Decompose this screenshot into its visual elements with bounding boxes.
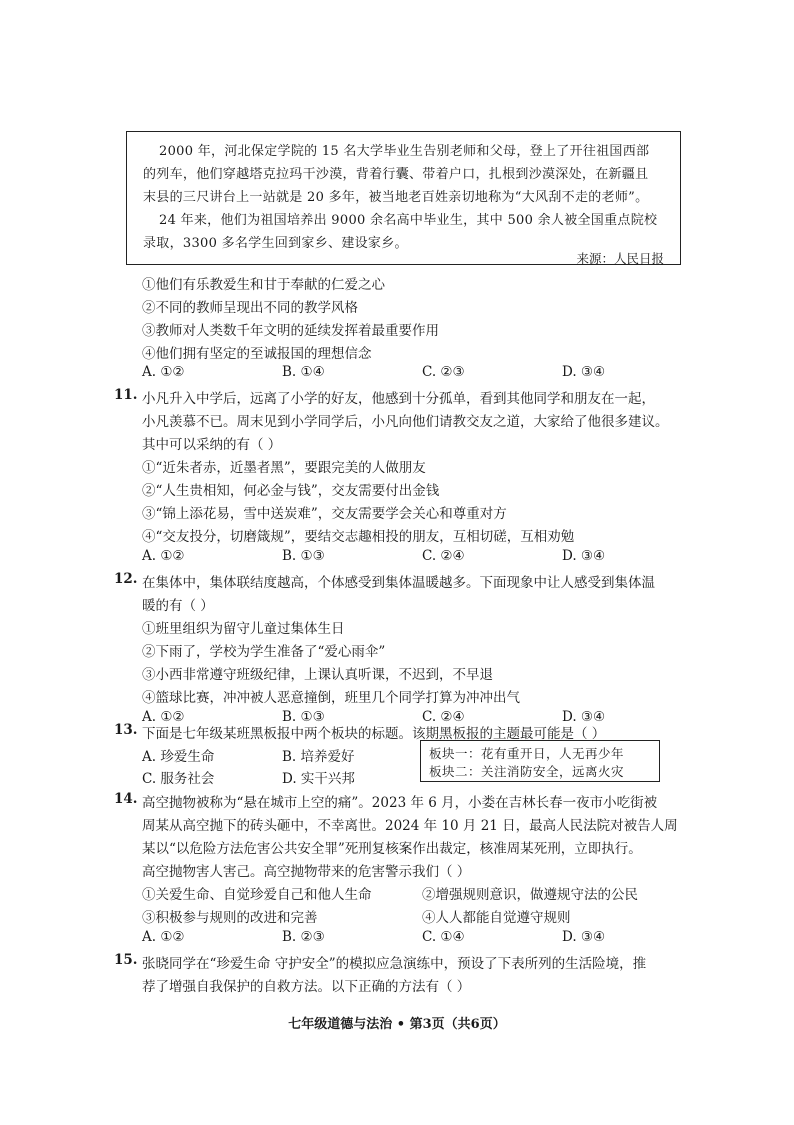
question-stem: 小凡羡慕不已。周末见到小学同学后，小凡向他们请教交友之道，大家给了他很多建议。 [142, 414, 669, 430]
option-c: C. ②④ [422, 548, 465, 564]
option-c: C. ②④ [422, 709, 465, 725]
option-d: D. 实干兴邦 [282, 771, 355, 787]
option-a: A. ①② [142, 548, 185, 564]
question-stem: 张晓同学在“珍爱生命 守护安全”的模拟应急演练中，预设了下表所列的生活险境，推 [142, 956, 647, 972]
blackboard-titles-box [420, 740, 660, 782]
option-d: D. ③④ [562, 364, 606, 380]
question-stem: 高空抛物害人害己。高空抛物带来的危害警示我们（ ） [142, 864, 471, 880]
option-a: A. ①② [142, 364, 185, 380]
statement: ①“近朱者赤，近墨者黑”，要跟完美的人做朋友 [142, 460, 426, 476]
statement: ④篮球比赛，冲冲被人恶意撞倒，班里几个同学打算为冲冲出气 [142, 690, 520, 706]
statement: ②“人生贵相知，何必金与钱”，交友需要付出金钱 [142, 483, 440, 499]
question-number: 11. [114, 387, 138, 403]
statement: ①班里组织为留守儿童过集体生日 [142, 621, 345, 637]
question-stem: 高空抛物被称为“悬在城市上空的痛”。2023 年 6 月，小娄在吉林长春一夜市小吃街被 [142, 795, 658, 811]
statement: ③积极参与规则的改进和完善 [142, 910, 318, 926]
statement: ③教师对人类数千年文明的延续发挥着最重要作用 [142, 323, 439, 339]
question-number: 13. [114, 722, 138, 738]
passage-line: 2000 年，河北保定学院的 15 名大学毕业生告别老师和父母，登上了开往祖国西部 [159, 144, 650, 159]
question-stem: 暖的有（ ） [142, 598, 214, 614]
statement: ④“交友投分，切磨箴规”，要结交志趣相投的朋友，互相切磋，互相劝勉 [142, 529, 575, 545]
passage-line: 末县的三尺讲台上一站就是 20 多年，被当地老百姓亲切地称为“大风刮不走的老师”。 [143, 190, 649, 205]
option-a: A. 珍爱生命 [142, 749, 215, 765]
option-b: B. ①④ [282, 364, 325, 380]
option-a: A. ①② [142, 709, 185, 725]
question-stem: 在集体中，集体联结度越高，个体感受到集体温暖越多。下面现象中让人感受到集体温 [142, 575, 655, 591]
board-title-1: 板块一：花有重开日，人无再少年 [429, 746, 625, 761]
question-number: 14. [114, 791, 138, 807]
question-stem: 荐了增强自我保护的自救方法。以下正确的方法有（ ） [142, 979, 471, 995]
passage-line: 录取，3300 多名学生回到家乡、建设家乡。 [143, 236, 408, 251]
passage-source: 来源：人民日报 [576, 251, 664, 266]
statement: ①关爱生命、自觉珍爱自己和他人生命 [142, 887, 372, 903]
statement: ②下雨了，学校为学生准备了“爱心雨伞” [142, 644, 386, 660]
option-d: D. ③④ [562, 709, 606, 725]
option-b: B. 培养爱好 [282, 749, 355, 765]
option-c: C. ②③ [422, 364, 465, 380]
statement: ③“锦上添花易，雪中送炭难”，交友需要学会关心和尊重对方 [142, 506, 507, 522]
passage-line: 24 年来，他们为祖国培养出 9000 余名高中毕业生，其中 500 余人被全国重点院校 [159, 213, 658, 228]
page-footer: 七年级道德与法治 • 第3页（共6页） [288, 1017, 506, 1032]
option-c: C. 服务社会 [142, 771, 215, 787]
option-b: B. ①③ [282, 709, 325, 725]
question-stem: 下面是七年级某班黑板报中两个板块的标题。该期黑板报的主题最可能是（ ） [142, 726, 606, 742]
statement: ②增强规则意识，做遵规守法的公民 [422, 887, 638, 903]
source-passage-box [126, 131, 681, 265]
statement: ③小西非常遵守班级纪律，上课认真听课，不迟到，不早退 [142, 667, 493, 683]
option-b: B. ①③ [282, 548, 325, 564]
option-d: D. ③④ [562, 929, 606, 945]
board-title-2: 板块二：关注消防安全，远离火灾 [429, 764, 625, 779]
question-number: 12. [114, 571, 138, 587]
statement: ②不同的教师呈现出不同的教学风格 [142, 300, 358, 316]
passage-line: 的列车，他们穿越塔克拉玛干沙漠，背着行囊、带着户口，扎根到沙漠深处，在新疆且 [143, 167, 649, 182]
option-b: B. ②③ [282, 929, 325, 945]
question-stem: 周某从高空抛下的砖头砸中，不幸离世。2024 年 10 月 21 日，最高人民法院对被告人周 [142, 818, 678, 834]
statement: ④他们拥有坚定的至诚报国的理想信念 [142, 346, 372, 362]
option-a: A. ①② [142, 929, 185, 945]
option-d: D. ③④ [562, 548, 606, 564]
option-c: C. ①④ [422, 929, 465, 945]
question-stem: 小凡升入中学后，远离了小学的好友，他感到十分孤单，看到其他同学和朋友在一起， [142, 391, 655, 407]
question-stem: 某以“以危险方法危害公共安全罪”死刑复核案作出裁定，核准周某死刑，立即执行。 [142, 841, 642, 857]
question-number: 15. [114, 952, 138, 968]
question-stem: 其中可以采纳的有（ ） [142, 437, 282, 453]
statement: ④人人都能自觉遵守规则 [422, 910, 571, 926]
statement: ①他们有乐教爱生和甘于奉献的仁爱之心 [142, 277, 385, 293]
